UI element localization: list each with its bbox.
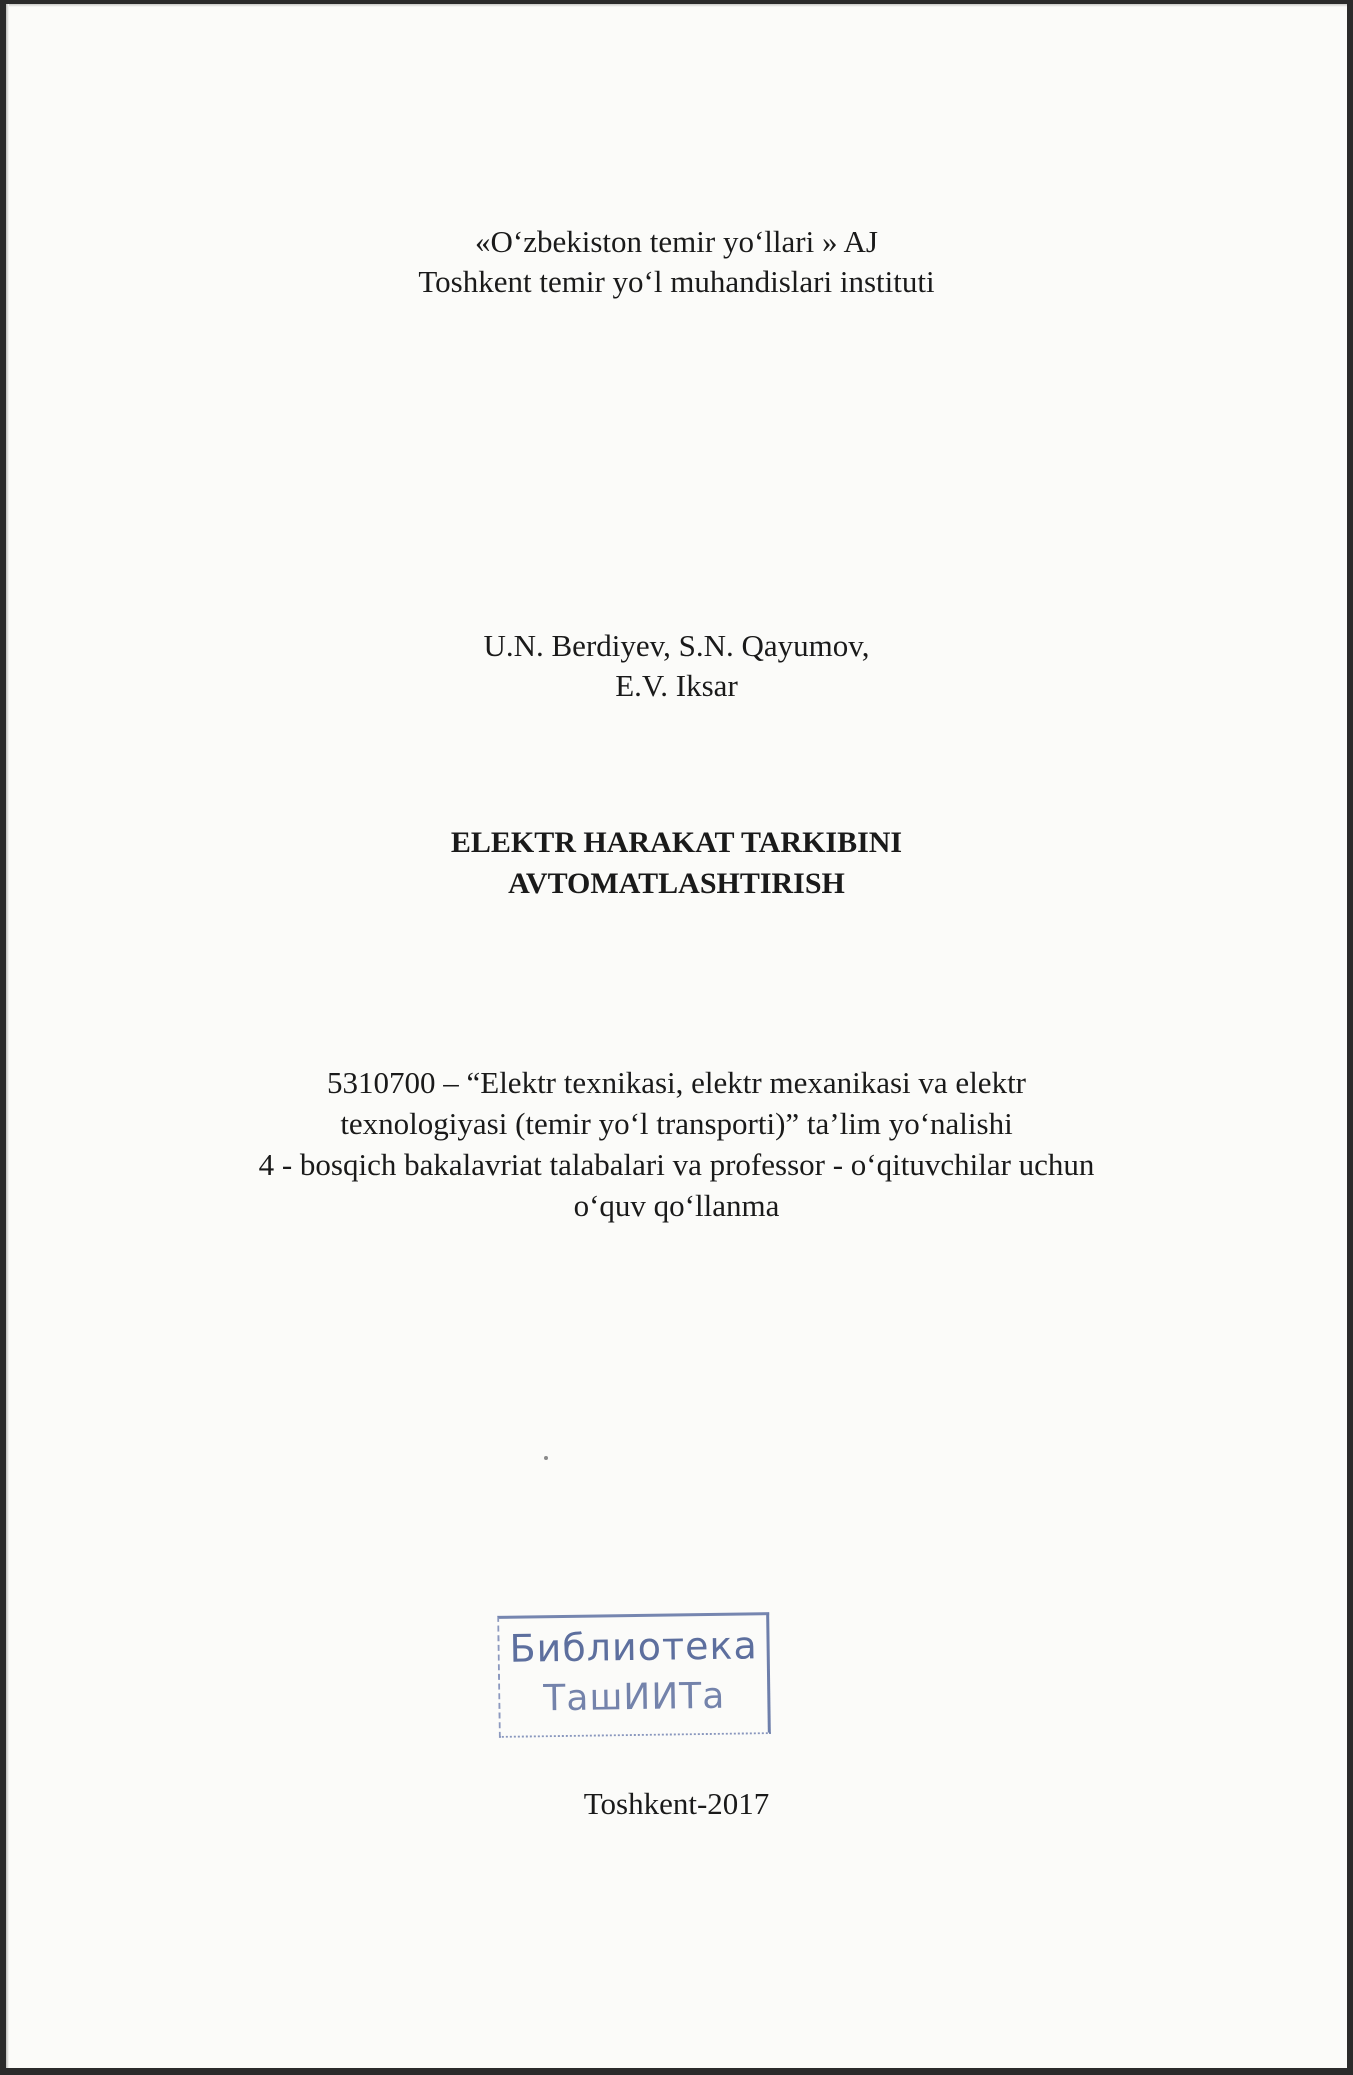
description-line-2: texnologiyasi (temir yo‘l transporti)” ta’lim yo‘nalishi [340,1106,1013,1141]
institute-name: Toshkent temir yo‘l muhandislari instituti [418,264,935,299]
library-stamp-line-2: ТашИИТа [543,1675,726,1720]
imprint-city-year: Toshkent-2017 [583,1786,770,1821]
scan-edge-top [6,4,1347,7]
authors-block [6,626,1347,706]
title-page [6,4,1347,2068]
description-line-1: 5310700 – “Elektr texnikasi, elektr mexanikasi va elektr [327,1065,1026,1100]
organization-block [6,222,1347,302]
authors-line-1: U.N. Berdiyev, S.N. Qayumov, [483,628,870,663]
book-description [6,1062,1347,1226]
description-line-4: o‘quv qo‘llanma [573,1188,780,1223]
description-line-3: 4 - bosqich bakalavriat talabalari va professor - o‘qituvchilar uchun [258,1147,1095,1182]
book-title-line-2: AVTOMATLASHTIRISH [508,867,845,900]
book-title [6,822,1347,904]
organization-name: «O‘zbekiston temir yo‘llari » AJ [475,224,878,259]
book-title-line-1: ELEKTR HARAKAT TARKIBINI [450,826,903,859]
scan-edge-left [6,4,9,2068]
scan-speck [544,1456,548,1460]
library-stamp-line-1: Библиотека [509,1623,758,1671]
library-stamp [497,1612,771,1738]
imprint-block [6,1784,1347,1824]
authors-line-2: E.V. Iksar [615,668,738,703]
